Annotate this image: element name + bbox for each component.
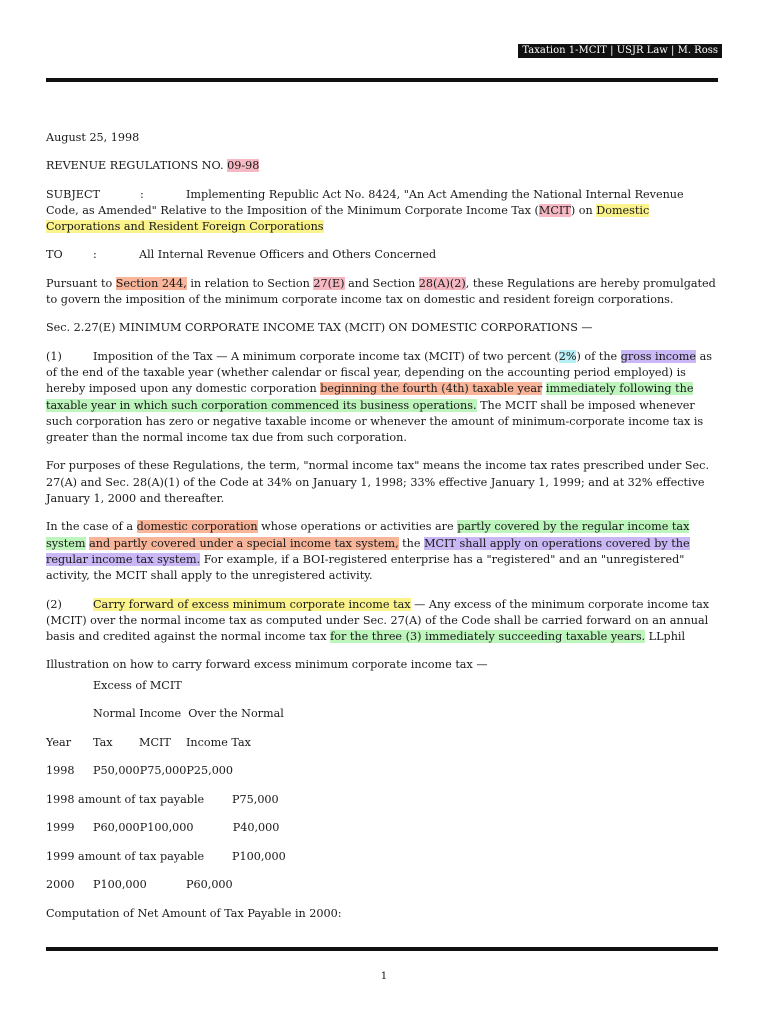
table-row: 1999 P60,000P100,000 P40,000 bbox=[46, 821, 280, 835]
two-percent-highlight: 2% bbox=[558, 349, 577, 363]
table-row: 1999 amount of tax payable P100,000 bbox=[46, 849, 286, 863]
partly-covered-regular-highlight: partly covered by the regular income tax system bbox=[46, 520, 690, 550]
subject-line: SUBJECT : Implementing Republic Act No. 8424, "An Act Amending the National Internal Revenue Code, as Amended" Relative to the Imposition of the Minimum Corporate Income Tax (MCIT) on Domestic Corporations and Resident Foreign Corporations bbox=[46, 187, 684, 234]
top-rule bbox=[46, 78, 718, 82]
section-28-highlight: 28(A)(2) bbox=[418, 276, 466, 290]
table-header-row-2: Normal Income Over the Normal bbox=[93, 707, 284, 721]
following-year-highlight: immediately following the taxable year in which such corporation commenced its business operations. bbox=[46, 382, 694, 412]
illustration-line: Illustration on how to carry forward excess minimum corporate income tax — bbox=[46, 658, 488, 672]
domestic-corporations-highlight: Domestic Corporations and Resident Foreign Corporations bbox=[46, 203, 650, 234]
table-row: 1998 P50,000P75,000P25,000 bbox=[46, 764, 234, 778]
paragraph-2: (2) Carry forward of excess minimum corporate income tax — Any excess of the minimum corporate income tax (MCIT) over the normal income tax as computed under Sec. 27(A) of the Code shall be carried forward on an annual basis and credited against the normal income tax for the three (3) immediately succeeding taxable years. LLphil bbox=[46, 597, 710, 644]
rr-number-highlight: 09-98 bbox=[227, 159, 260, 173]
partly-covered-special-highlight: and partly covered under a special income tax system, bbox=[89, 536, 399, 550]
fourth-year-highlight: beginning the fourth (4th) taxable year bbox=[320, 382, 543, 396]
document-body bbox=[46, 130, 718, 934]
section-27e-highlight: 27(E) bbox=[313, 276, 345, 290]
header-tag: Taxation 1-MCIT | USJR Law | M. Ross bbox=[518, 44, 722, 58]
carry-forward-highlight: Carry forward of excess minimum corporate income tax bbox=[93, 597, 411, 611]
table-row: 1998 amount of tax payable P75,000 bbox=[46, 792, 279, 806]
section-title: Sec. 2.27(E) MINIMUM CORPORATE INCOME TAX (MCIT) ON DOMESTIC CORPORATIONS — bbox=[46, 321, 593, 335]
table-header-row-1: Excess of MCIT bbox=[93, 678, 182, 692]
page-number: 1 bbox=[380, 970, 388, 982]
regulation-number: REVENUE REGULATIONS NO. 09-98 bbox=[46, 159, 260, 173]
illustration-table bbox=[46, 678, 718, 906]
three-years-highlight: for the three (3) immediately succeeding taxable years. bbox=[330, 630, 646, 644]
to-line: TO : All Internal Revenue Officers and Others Concerned bbox=[46, 248, 437, 262]
gross-income-highlight: gross income bbox=[620, 349, 697, 363]
computation-line: Computation of Net Amount of Tax Payable in 2000: bbox=[46, 906, 342, 920]
bottom-rule bbox=[46, 947, 718, 951]
domestic-corporation-highlight: domestic corporation bbox=[136, 520, 258, 534]
paragraph-1: (1) Imposition of the Tax — A minimum corporate income tax (MCIT) of two percent (2%) of the gross income as of the end of the taxable year (whether calendar or fiscal year, depending on the accounting period employed) is hereby imposed upon any domestic corporation beginning the fourth (4th) taxable year immediately following the taxable year in which such corporation commenced its business operations. The MCIT shall be imposed whenever such corporation has zero or negative taxable income or whenever the amount of minimum-corporate income tax is greater than the normal income tax due from such corporation. bbox=[46, 349, 712, 445]
pursuant-paragraph: Pursuant to Section 244, in relation to Section 27(E) and Section 28(A)(2), these Regulations are hereby promulgated to govern the imposition of the minimum corporate income tax on domestic and resident foreign corporations. bbox=[46, 276, 716, 307]
mcit-highlight: MCIT bbox=[538, 203, 571, 217]
mcit-apply-highlight: MCIT shall apply on operations covered by the regular income tax system. bbox=[46, 536, 690, 566]
table-header-row-3: Year Tax MCIT Income Tax bbox=[46, 735, 251, 749]
section-244-highlight: Section 244, bbox=[115, 276, 187, 290]
in-case-paragraph: In the case of a domestic corporation whose operations or activities are partly covered by the regular income tax system and partly covered under a special income tax system, the MCIT shall apply on operations covered by the regular income tax system. For example, if a BOI-registered enterprise has a "registered" and an "unregistered" activity, the MCIT shall apply to the unregistered activity. bbox=[46, 520, 690, 583]
date-line: August 25, 1998 bbox=[46, 131, 140, 144]
purposes-paragraph: For purposes of these Regulations, the term, "normal income tax" means the income tax rates prescribed under Sec. 27(A) and Sec. 28(A)(1) of the Code at 34% on January 1, 1998; 33% effective January 1, 1999; and at 32% effective January 1, 2000 and thereafter. bbox=[46, 459, 709, 506]
table-row: 2000 P100,000 P60,000 bbox=[46, 878, 233, 892]
